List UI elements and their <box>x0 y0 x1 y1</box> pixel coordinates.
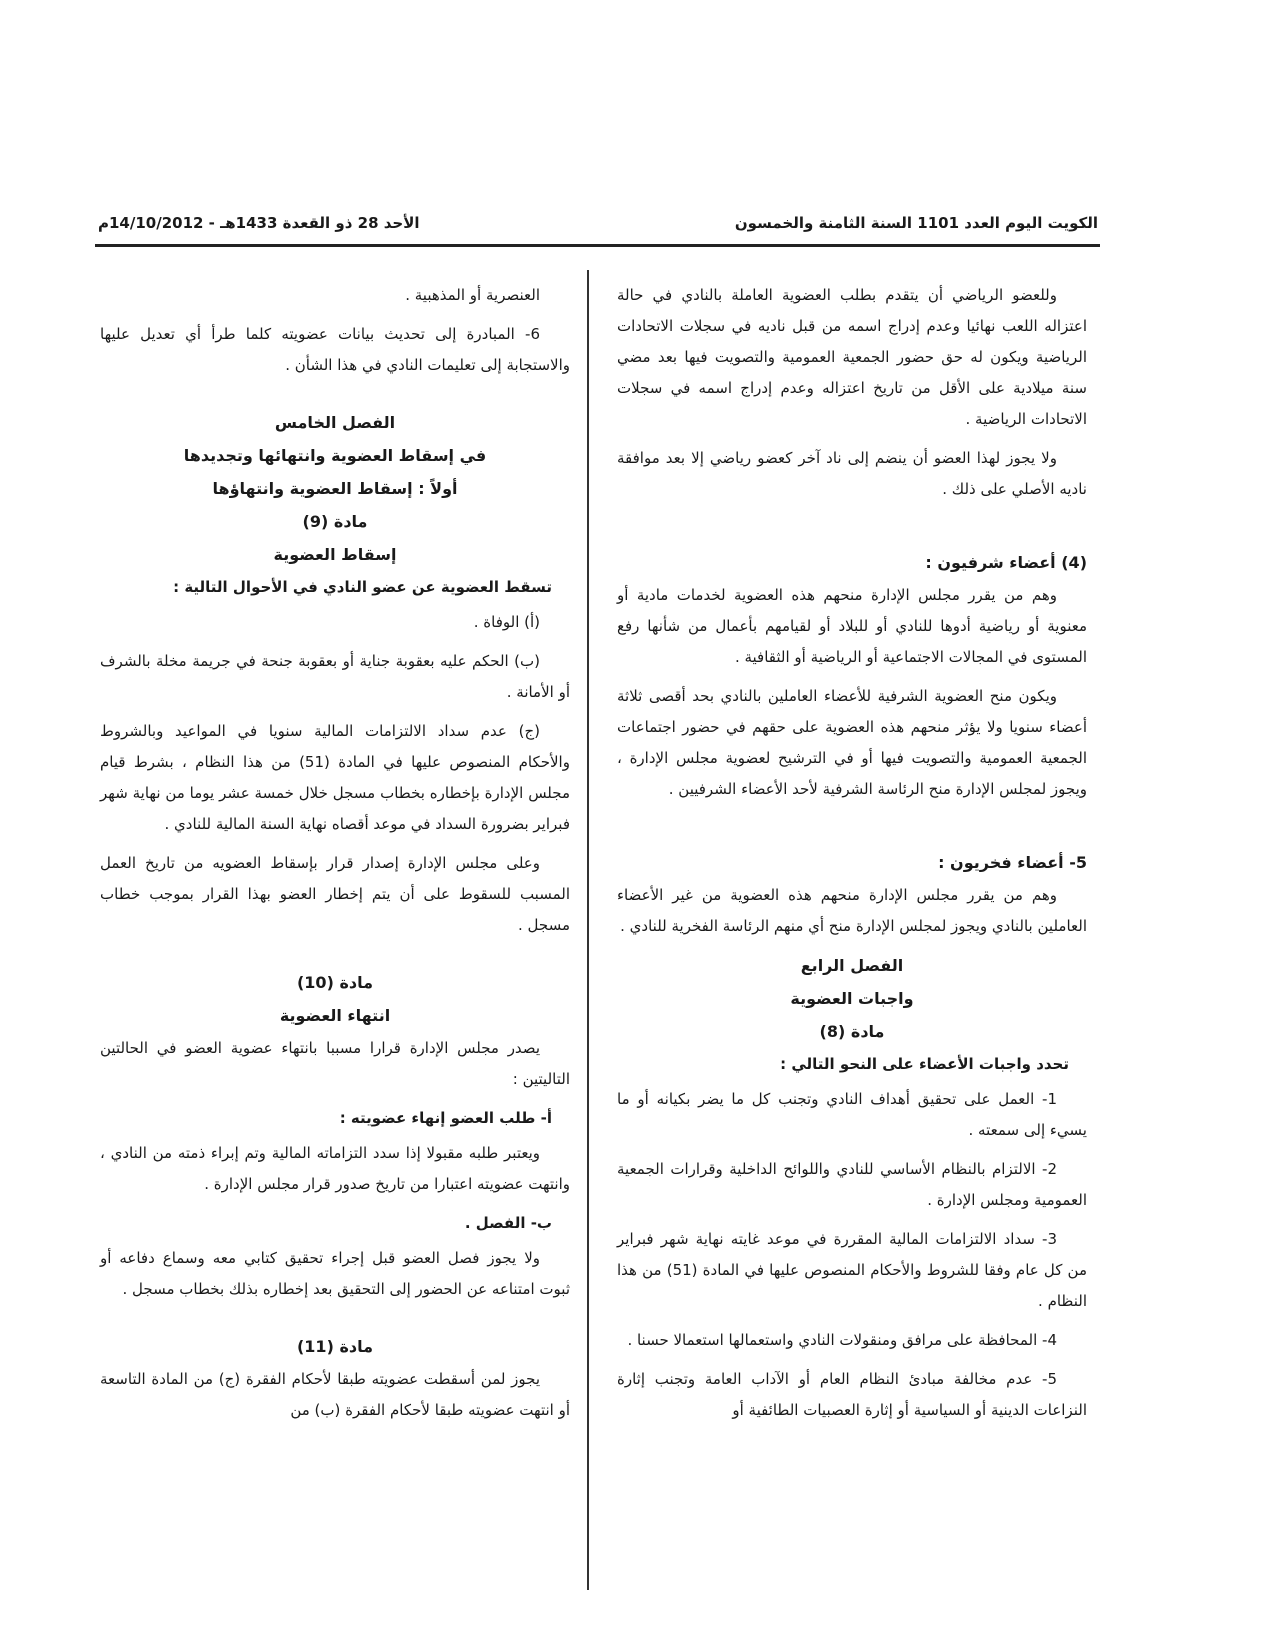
list-item: 4- المحافظة على مرافق ومنقولات النادي واستعمالها استعمالا حسنا . <box>627 1331 1057 1349</box>
spacer <box>100 389 570 407</box>
paragraph: وعلى مجلس الإدارة إصدار قرار بإسقاط العضويه من تاريخ العمل المسبب للسقوط على أن يتم إخطار العضو بهذا القرار بموجب خطاب مسجل . <box>100 854 570 934</box>
article-title: انتهاء العضوية <box>279 1006 391 1025</box>
left-column <box>100 280 570 1434</box>
paragraph: وللعضو الرياضي أن يتقدم بطلب العضوية العاملة بالنادي في حالة اعتزاله اللعب نهائيا وعدم إدراج اسمه من قبل ناديه في سجلات الاتحادات الرياضية ويكون له حق حضور الجمعية العمومية والتصويت فيها بعد مضي سنة ميلادية على الأقل من تاريخ اعتزاله وعدم إدراج اسمه في سجلات الاتحادات الرياضية . <box>617 286 1087 428</box>
header-rule <box>95 244 1100 247</box>
paragraph: ولا يجوز فصل العضو قبل إجراء تحقيق كتابي معه وسماع دفاعه أو ثبوت امتناعه عن الحضور إلى التحقيق بعد إخطاره بذلك بخطاب مسجل . <box>100 1249 570 1298</box>
article-intro: تحدد واجبات الأعضاء على النحو التالي : <box>780 1055 1069 1073</box>
list-item: 2- الالتزام بالنظام الأساسي للنادي واللوائح الداخلية وقرارات الجمعية العمومية ومجلس الإدارة . <box>617 1160 1087 1209</box>
article-number: مادة (9) <box>302 512 368 531</box>
chapter-title: في إسقاط العضوية وانتهائها وتجديدها <box>183 446 487 465</box>
gazette-title: الكويت اليوم العدد 1101 السنة الثامنة والخمسون <box>734 214 1098 232</box>
chapter-number: الفصل الخامس <box>274 413 396 432</box>
subsection-heading: أ- طلب العضو إنهاء عضويته : <box>339 1109 552 1127</box>
section-heading: 5- أعضاء فخريون : <box>938 853 1087 872</box>
paragraph: يصدر مجلس الإدارة قرارا مسببا بانتهاء عضوية العضو في الحالتين التاليتين : <box>100 1039 570 1088</box>
column-divider <box>587 270 589 1590</box>
article-intro: تسقط العضوية عن عضو النادي في الأحوال التالية : <box>173 578 552 596</box>
right-column <box>617 280 1087 1434</box>
spacer <box>100 1313 570 1331</box>
spacer <box>617 513 1087 531</box>
list-item: (أ) الوفاة . <box>473 613 540 631</box>
list-item: 5- عدم مخالفة مبادئ النظام العام أو الآداب العامة وتجنب إثارة النزاعات الدينية أو السياسية أو إثارة العصبيات الطائفية أو <box>617 1370 1087 1419</box>
article-number: مادة (8) <box>819 1022 885 1041</box>
paragraph: ولا يجوز لهذا العضو أن ينضم إلى ناد آخر كعضو رياضي إلا بعد موافقة ناديه الأصلي على ذلك . <box>617 449 1087 498</box>
paragraph: ويكون منح العضوية الشرفية للأعضاء العاملين بالنادي بحد أقصى ثلاثة أعضاء سنويا ولا يؤثر منحهم هذه العضوية على حقهم في حضور اجتماعات الجمعية العمومية والتصويت فيها أو في الترشيح لعضوية مجلس الإدارة ، ويجوز لمجلس الإدارة منح الرئاسة الشرفية لأحد الأعضاء الشرفيين . <box>617 687 1087 798</box>
section-heading: (4) أعضاء شرفيون : <box>925 553 1087 572</box>
list-item: (ج) عدم سداد الالتزامات المالية سنويا في المواعيد وبالشروط والأحكام المنصوص عليها في المادة (51) من هذا النظام ، بشرط قيام مجلس الإدارة بإخطاره بخطاب مسجل خلال خمسة عشر يوما من نهاية شهر فبراير بضرورة السداد في موعد أقصاه نهاية السنة المالية للنادي . <box>100 722 570 833</box>
list-item: 6- المبادرة إلى تحديث بيانات عضويته كلما طرأ أي تعديل عليها والاستجابة إلى تعليمات النادي في هذا الشأن . <box>100 325 570 374</box>
paragraph: العنصرية أو المذهبية . <box>405 286 540 304</box>
article-number: مادة (11) <box>296 1337 374 1356</box>
article-title: إسقاط العضوية <box>273 545 397 564</box>
paragraph: وهم من يقرر مجلس الإدارة منحهم هذه العضوية من غير الأعضاء العاملين بالنادي ويجوز لمجلس الإدارة منح أي منهم الرئاسة الفخرية للنادي . <box>617 886 1087 935</box>
spacer <box>617 813 1087 831</box>
list-item: 3- سداد الالتزامات المالية المقررة في موعد غايته نهاية شهر فبراير من كل عام وفقا للشروط والأحكام المنصوص عليها في المادة (51) من هذا النظام . <box>617 1230 1087 1310</box>
subsection-heading: ب- الفصل . <box>464 1214 552 1232</box>
article-number: مادة (10) <box>296 973 374 992</box>
section-title: أولاً : إسقاط العضوية وانتهاؤها <box>212 479 458 498</box>
paragraph: ويعتبر طلبه مقبولا إذا سدد التزاماته المالية وتم إبراء ذمته من النادي ، وانتهت عضويته اعتبارا من تاريخ صدور قرار مجلس الإدارة . <box>100 1144 570 1193</box>
chapter-title: واجبات العضوية <box>790 989 914 1008</box>
page-header <box>98 208 1098 248</box>
spacer <box>100 949 570 967</box>
chapter-number: الفصل الرابع <box>800 956 904 975</box>
issue-date: الأحد 28 ذو القعدة 1433هـ - 14/10/2012م <box>98 214 420 232</box>
paragraph: يجوز لمن أسقطت عضويته طبقا لأحكام الفقرة (ج) من المادة التاسعة أو انتهت عضويته طبقا لأحكام الفقرة (ب) من <box>100 1370 570 1419</box>
list-item: (ب) الحكم عليه بعقوبة جناية أو بعقوبة جنحة في جريمة مخلة بالشرف أو الأمانة . <box>100 652 570 701</box>
paragraph: وهم من يقرر مجلس الإدارة منحهم هذه العضوية لخدمات مادية أو معنوية أو رياضية أدوها للنادي أو للبلاد أو لقيامهم بأعمال من شأنها رفع المستوى في المجالات الاجتماعية أو الرياضية أو الثقافية . <box>617 586 1087 666</box>
list-item: 1- العمل على تحقيق أهداف النادي وتجنب كل ما يضر بكيانه أو ما يسيء إلى سمعته . <box>617 1090 1087 1139</box>
